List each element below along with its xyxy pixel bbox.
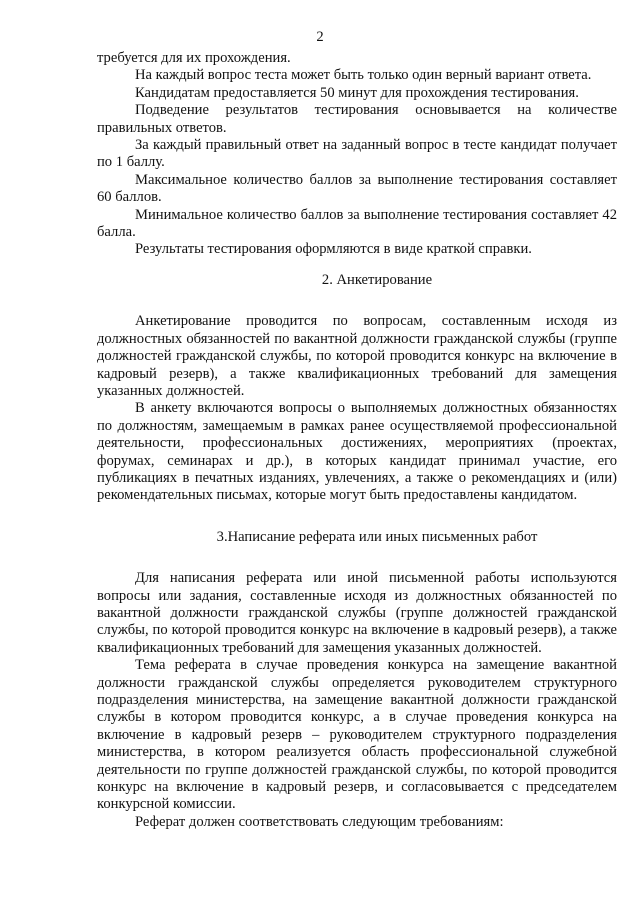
paragraph: Результаты тестирования оформляются в виде краткой справки. bbox=[135, 241, 532, 258]
paragraph: Максимальное количество баллов за выполнение тестирования составляет 60 баллов. bbox=[97, 171, 617, 206]
paragraph: Кандидатам предоставляется 50 минут для прохождения тестирования. bbox=[135, 84, 579, 101]
section-heading: 3.Написание реферата или иных письменных работ bbox=[216, 528, 538, 545]
paragraph: Минимальное количество баллов за выполнение тестирования составляет 42 балла. bbox=[97, 206, 617, 241]
section-heading: 2. Анкетирование bbox=[321, 271, 433, 288]
paragraph: Тема реферата в случае проведения конкурса на замещение вакантной должности гражданской службы определяется руководителем структурного подразделения министерства, на замещение вакантной должности гражданской службы в котором проводится конкурс, а в случае проведения конкурса на включение в кадровый резерв – руководителем структурного подразделения министерства, в котором реализуется область профессиональной служебной деятельности по группе должностей гражданской службы, по которой проводится конкурс на включение в кадровый резерв, и согласовывается с председателем конкурсной комиссии. bbox=[97, 657, 617, 813]
document-body bbox=[97, 50, 617, 831]
paragraph: Анкетирование проводится по вопросам, составленным исходя из должностных обязанностей по вакантной должности гражданской службы (группе должностей гражданской службы, по которой проводится конкурс на включение в кадровый резерв), а также квалификационных требований для замещения указанных должностей. bbox=[97, 313, 617, 399]
paragraph: Подведение результатов тестирования основывается на количестве правильных ответов. bbox=[97, 102, 617, 136]
paragraph: В анкету включаются вопросы о выполняемых должностных обязанностях по должностям, замещаемым в рамках ранее осуществляемой профессиональной деятельности, профессиональных достижениях, мероприятиях (проектах, форумах, семинарах и др.), в которых кандидат принимал участие, его публикациях в печатных изданиях, увлечениях, а также о рекомендациях и (или) рекомендательных письмах, которые могут быть предоставлены кандидатом. bbox=[97, 400, 617, 504]
page-number: 2 bbox=[316, 29, 324, 45]
paragraph: За каждый правильный ответ на заданный вопрос в тесте кандидат получает по 1 баллу. bbox=[97, 137, 617, 171]
paragraph: Реферат должен соответствовать следующим требованиям: bbox=[135, 813, 504, 830]
paragraph: требуется для их прохождения. bbox=[97, 50, 291, 66]
paragraph: На каждый вопрос теста может быть только один верный вариант ответа. bbox=[135, 67, 592, 84]
paragraph: Для написания реферата или иной письменной работы используются вопросы или задания, составленные исходя из должностных обязанностей по вакантной должности гражданской службы (группе должностей гражданской службы, по которой проводится конкурс на включение в кадровый резерв), а также квалификационных требований для замещения указанных должностей. bbox=[97, 570, 617, 656]
